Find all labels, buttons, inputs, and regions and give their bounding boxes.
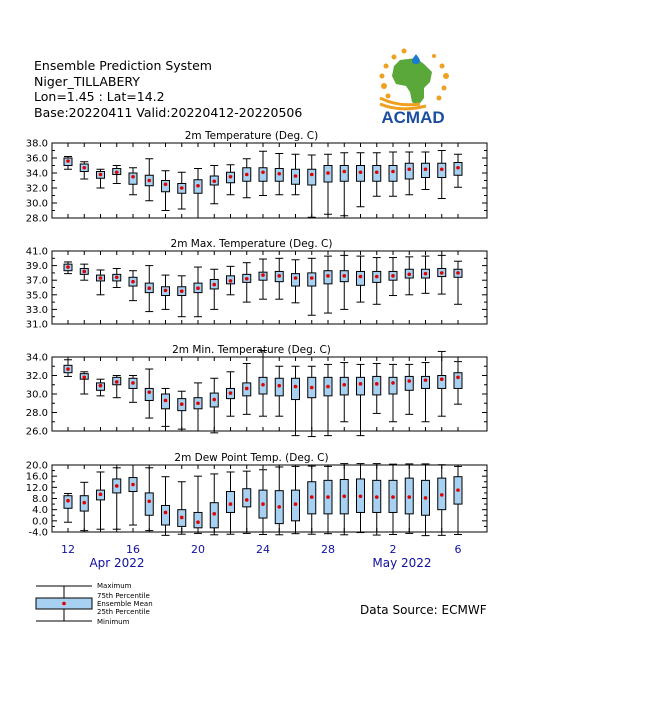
iqr-box	[308, 169, 316, 185]
mean-marker	[277, 172, 281, 176]
x-month-label: Apr 2022	[89, 556, 145, 570]
y-tick-label: 26.0	[25, 426, 48, 438]
mean-marker	[294, 502, 298, 506]
data-source: Data Source: ECMWF	[360, 603, 487, 617]
mean-marker	[212, 512, 216, 516]
x-day-label: 6	[454, 543, 462, 556]
mean-marker	[359, 170, 363, 174]
mean-marker	[294, 385, 298, 389]
mean-marker	[342, 494, 346, 498]
header-coordinates: Lon=1.45 : Lat=14.2	[34, 89, 165, 104]
mean-marker	[277, 505, 281, 509]
mean-marker	[326, 385, 330, 389]
y-tick-label: 30.0	[25, 198, 48, 210]
x-month-label: May 2022	[372, 556, 432, 570]
mean-marker	[99, 384, 103, 388]
y-tick-label: 33.0	[25, 304, 48, 316]
header-location: Niger_TILLABERY	[34, 73, 140, 89]
mean-marker	[407, 495, 411, 499]
mean-marker	[115, 170, 119, 174]
y-tick-label: 39.0	[25, 261, 48, 273]
mean-marker	[342, 170, 346, 174]
iqr-box	[292, 378, 300, 399]
iqr-box	[227, 492, 235, 513]
legend-labels	[97, 582, 153, 626]
mean-marker	[66, 159, 70, 163]
mean-marker	[99, 276, 103, 280]
y-tick-label: 0.0	[32, 516, 48, 528]
y-tick-label: 8.0	[32, 494, 48, 505]
mean-marker	[407, 273, 411, 277]
y-tick-label: 41.0	[25, 246, 48, 258]
mean-marker	[375, 275, 379, 279]
mean-marker	[342, 383, 346, 387]
iqr-box	[129, 173, 137, 184]
mean-marker	[440, 493, 444, 497]
iqr-box	[259, 168, 267, 182]
mean-marker	[456, 488, 460, 492]
iqr-box	[389, 166, 397, 182]
mean-marker	[212, 283, 216, 287]
mean-marker	[440, 377, 444, 381]
mean-marker	[147, 286, 151, 290]
mean-marker	[375, 170, 379, 174]
mean-marker	[261, 170, 265, 174]
mean-marker	[147, 390, 151, 394]
mean-marker	[375, 382, 379, 386]
mean-marker	[310, 495, 314, 499]
mean-marker	[456, 376, 460, 380]
mean-marker	[261, 383, 265, 387]
mean-marker	[180, 289, 184, 293]
x-day-label: 12	[61, 543, 75, 556]
panel-title: 2m Dew Point Temp. (Deg. C)	[174, 452, 329, 464]
iqr-box	[373, 376, 381, 395]
mean-marker	[82, 166, 86, 170]
mean-marker	[164, 399, 168, 403]
panel-title: 2m Min. Temperature (Deg. C)	[172, 344, 331, 356]
mean-marker	[196, 520, 200, 524]
logo-text: ACMAD	[381, 108, 445, 127]
y-tick-label: 16.0	[25, 471, 48, 483]
iqr-box	[405, 376, 413, 390]
y-tick-label: 32.0	[25, 371, 48, 382]
y-tick-label: 36.0	[25, 153, 48, 165]
mean-marker	[131, 175, 135, 179]
mean-marker	[310, 276, 314, 280]
mean-marker	[82, 376, 86, 380]
iqr-box	[340, 166, 348, 182]
mean-marker	[66, 265, 70, 269]
mean-marker	[164, 511, 168, 515]
mean-marker	[277, 274, 281, 278]
mean-marker	[115, 380, 119, 384]
mean-marker	[229, 279, 233, 283]
y-tick-label: 34.0	[25, 352, 48, 364]
mean-marker	[359, 275, 363, 279]
legend-min-label: Minimum	[97, 618, 130, 626]
x-day-label: 2	[389, 543, 397, 556]
iqr-box	[405, 163, 413, 179]
mean-marker	[456, 166, 460, 170]
legend-p25-label: 25th Percentile	[97, 608, 150, 616]
mean-marker	[180, 186, 184, 190]
iqr-box	[454, 373, 462, 389]
iqr-box	[422, 376, 430, 388]
iqr-box	[162, 181, 170, 192]
mean-marker	[375, 495, 379, 499]
mean-marker	[326, 274, 330, 278]
mean-marker	[440, 167, 444, 171]
mean-marker	[180, 516, 184, 520]
mean-marker	[212, 398, 216, 402]
y-tick-label: -4.0	[28, 527, 48, 539]
iqr-box	[389, 377, 397, 394]
y-tick-label: 37.0	[25, 275, 48, 287]
mean-marker	[359, 382, 363, 386]
mean-marker	[164, 289, 168, 293]
mean-marker	[66, 499, 70, 503]
mean-marker	[196, 184, 200, 188]
mean-marker	[294, 174, 298, 178]
y-tick-label: 12.0	[25, 482, 48, 494]
y-tick-label: 34.0	[25, 168, 48, 180]
mean-marker	[407, 167, 411, 171]
mean-marker	[391, 495, 395, 499]
iqr-box	[162, 505, 170, 525]
legend-p75-label: 75th Percentile	[97, 592, 150, 600]
iqr-box	[145, 493, 153, 515]
iqr-box	[145, 388, 153, 400]
iqr-box	[292, 274, 300, 286]
mean-marker	[82, 270, 86, 274]
panel-title: 2m Max. Temperature (Deg. C)	[170, 238, 333, 250]
mean-marker	[310, 386, 314, 390]
mean-marker	[180, 402, 184, 406]
mean-marker	[440, 271, 444, 275]
mean-marker	[131, 381, 135, 385]
mean-marker	[245, 173, 249, 177]
mean-marker	[261, 502, 265, 506]
mean-marker	[245, 277, 249, 281]
mean-marker	[310, 173, 314, 177]
mean-marker	[229, 502, 233, 506]
y-tick-label: 31.0	[25, 319, 48, 331]
mean-marker	[391, 170, 395, 174]
mean-marker	[196, 401, 200, 405]
legend-mean-label: Ensemble Mean	[97, 600, 153, 608]
mean-marker	[164, 182, 168, 186]
iqr-box	[194, 512, 202, 527]
mean-marker	[147, 179, 151, 183]
mean-marker	[277, 384, 281, 388]
y-tick-label: 32.0	[25, 183, 48, 195]
y-tick-label: 20.0	[25, 460, 48, 472]
mean-marker	[261, 273, 265, 277]
y-tick-label: 38.0	[25, 138, 48, 150]
panel-title: 2m Temperature (Deg. C)	[184, 130, 319, 142]
mean-marker	[245, 387, 249, 391]
y-tick-label: 30.0	[25, 389, 48, 401]
mean-marker	[391, 274, 395, 278]
mean-marker	[115, 275, 119, 279]
legend-mean-marker	[62, 602, 66, 606]
mean-marker	[147, 499, 151, 503]
x-day-label: 20	[191, 543, 205, 556]
mean-marker	[131, 280, 135, 284]
mean-marker	[115, 484, 119, 488]
legend-max-label: Maximum	[97, 582, 132, 590]
mean-marker	[407, 379, 411, 383]
mean-marker	[424, 272, 428, 276]
mean-marker	[424, 496, 428, 500]
mean-marker	[196, 286, 200, 290]
iqr-box	[357, 377, 365, 395]
mean-marker	[99, 173, 103, 177]
mean-marker	[229, 391, 233, 395]
mean-marker	[391, 381, 395, 385]
y-tick-label: 28.0	[25, 408, 48, 419]
mean-marker	[456, 271, 460, 275]
mean-marker	[294, 276, 298, 280]
y-tick-label: 4.0	[32, 505, 48, 517]
mean-marker	[229, 175, 233, 179]
mean-marker	[99, 493, 103, 497]
header-title: Ensemble Prediction System	[34, 58, 212, 73]
x-day-label: 28	[321, 543, 335, 556]
mean-marker	[212, 179, 216, 183]
x-day-label: 16	[126, 543, 140, 556]
mean-marker	[245, 498, 249, 502]
mean-marker	[326, 171, 330, 175]
header-base-valid: Base:20220411 Valid:20220412-20220506	[34, 104, 303, 120]
mean-marker	[424, 378, 428, 382]
mean-marker	[131, 483, 135, 487]
mean-marker	[359, 494, 363, 498]
mean-marker	[82, 501, 86, 505]
iqr-box	[243, 489, 251, 507]
x-day-label: 24	[256, 543, 270, 556]
mean-marker	[342, 274, 346, 278]
y-tick-label: 35.0	[25, 290, 48, 302]
iqr-box	[357, 271, 365, 285]
mean-marker	[326, 495, 330, 499]
y-tick-label: 28.0	[25, 213, 48, 225]
mean-marker	[424, 167, 428, 171]
mean-marker	[66, 367, 70, 371]
